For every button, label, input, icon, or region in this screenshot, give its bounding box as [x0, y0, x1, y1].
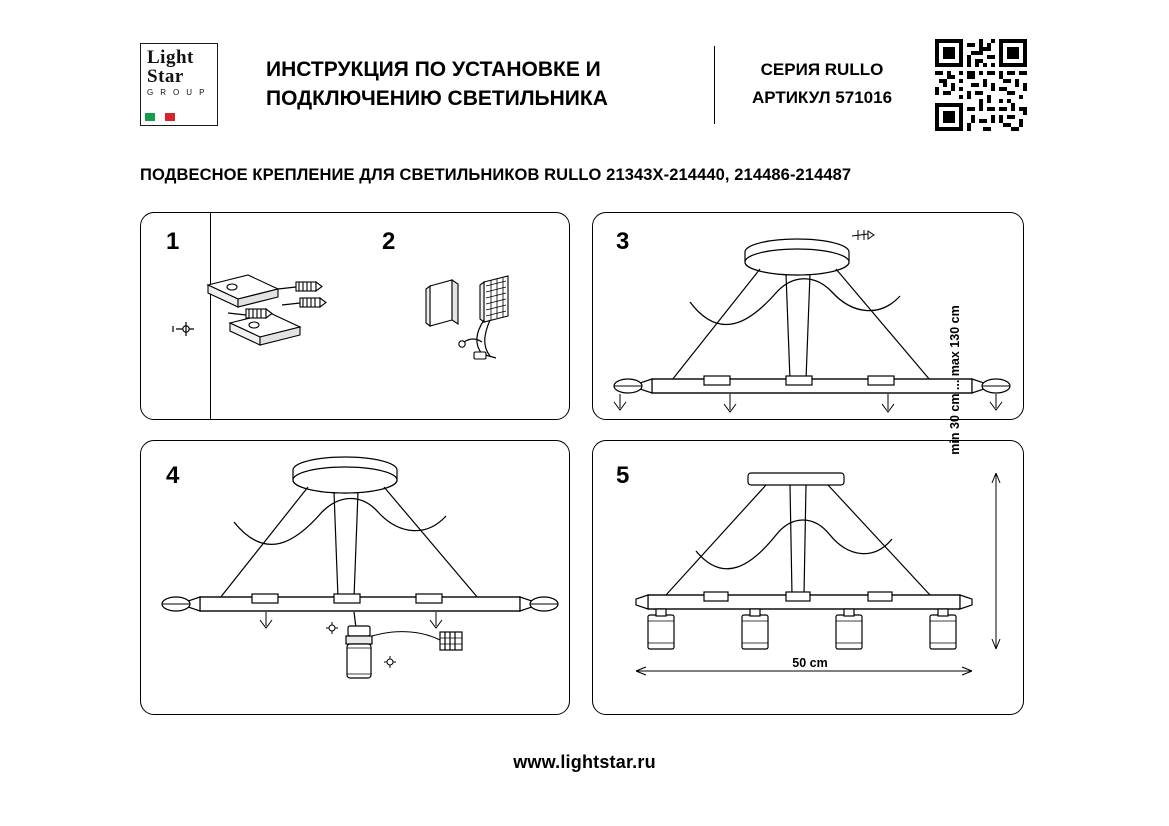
- qr-code-icon: [935, 39, 1027, 131]
- page-title: [266, 55, 706, 113]
- step-number-1: 1: [166, 228, 180, 255]
- step-number-2: 2: [382, 228, 396, 255]
- section-subtitle: ПОДВЕСНОЕ КРЕПЛЕНИЕ ДЛЯ СВЕТИЛЬНИКОВ RULLO 21343X-214440, 214486-214487: [140, 166, 852, 184]
- height-dimension-label: min 30 cm ... max 130 cm: [948, 305, 962, 455]
- logo-line-light: Light: [147, 47, 194, 68]
- step-number-5: 5: [616, 462, 630, 489]
- series-label: СЕРИЯ RULLO: [760, 60, 884, 79]
- header-divider: [714, 46, 715, 124]
- article-label: АРТИКУЛ 571016: [751, 88, 893, 107]
- step-5-illustration: [600, 455, 1020, 685]
- step-1-illustration: [170, 265, 340, 375]
- step-number-3: 3: [616, 228, 630, 255]
- step-number-4: 4: [166, 462, 180, 489]
- product-identity: [722, 56, 922, 112]
- step-2-illustration: [412, 268, 552, 388]
- logo-line-star: Star: [147, 66, 184, 87]
- lightstar-logo: [140, 43, 218, 126]
- width-dimension-label: 50 cm: [792, 656, 828, 670]
- footer-website[interactable]: www.lightstar.ru: [513, 752, 656, 772]
- step-4-illustration: [148, 450, 566, 708]
- page-title-line-1: ИНСТРУКЦИЯ ПО УСТАНОВКЕ И: [266, 58, 601, 81]
- page-title-line-2: ПОДКЛЮЧЕНИЮ СВЕТИЛЬНИКА: [266, 87, 608, 110]
- italy-flag-icon: [145, 113, 175, 121]
- logo-line-group: G R O U P: [147, 88, 207, 97]
